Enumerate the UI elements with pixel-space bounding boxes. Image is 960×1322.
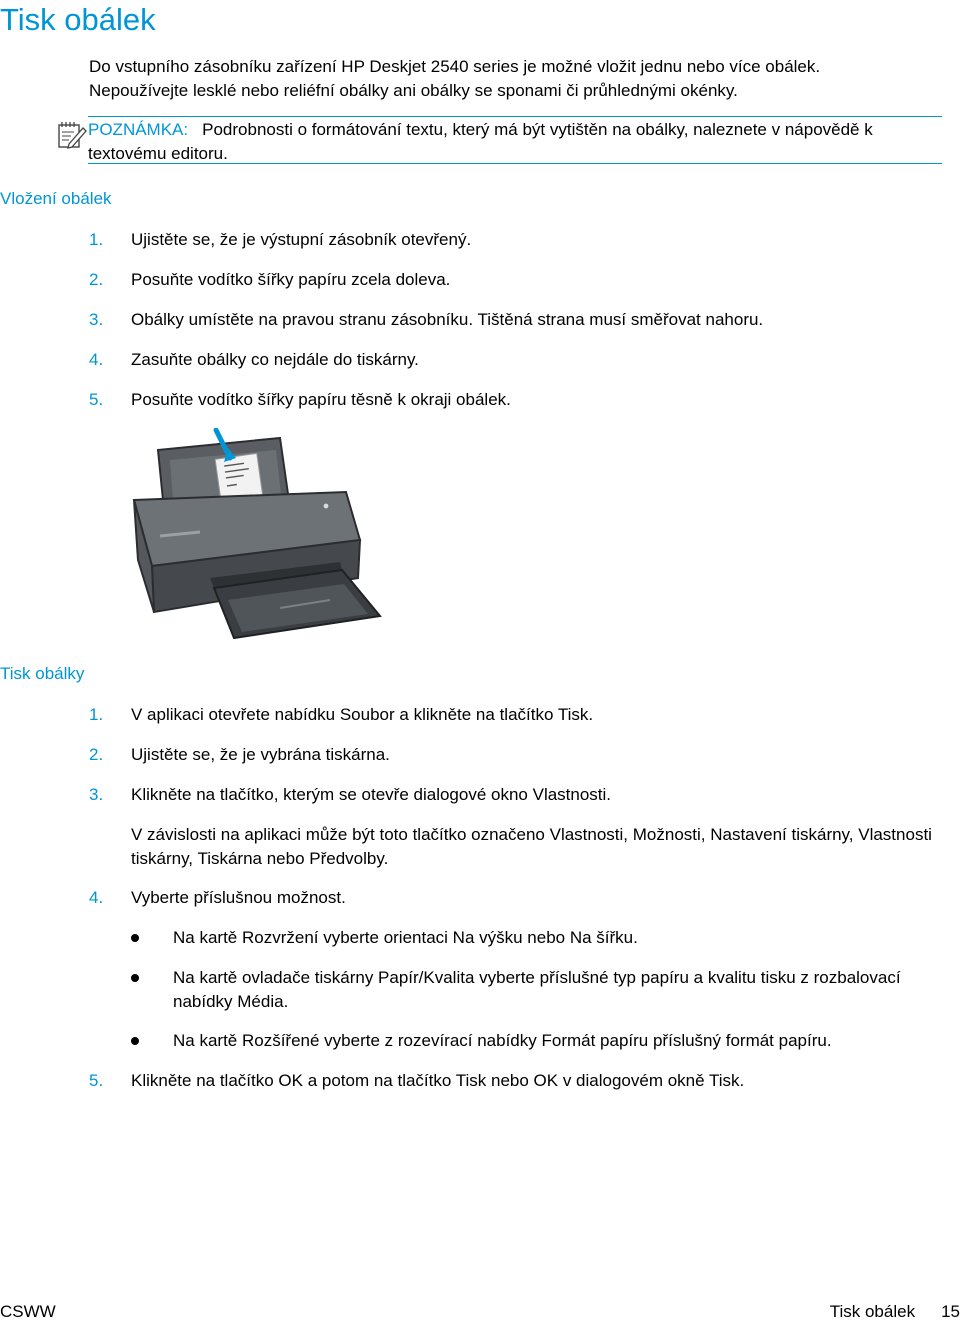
step-number: 1.: [89, 705, 104, 724]
note-body: Podrobnosti o formátování textu, který má být vytištěn na obálky, naleznete v nápovědě k textovému editoru.: [88, 120, 873, 163]
step-text: Obálky umístěte na pravou stranu zásobníku. Tištěná strana musí směřovat nahoru.: [131, 310, 764, 329]
step-text: Posuňte vodítko šířky papíru těsně k okraji obálek.: [131, 390, 511, 409]
step-number: 1.: [89, 230, 104, 249]
intro-paragraph: [89, 55, 949, 103]
step-number: 2.: [89, 270, 104, 289]
step-number: 4.: [89, 888, 104, 907]
page-title: Tisk obálek: [0, 2, 156, 37]
step-number: 3.: [89, 310, 104, 329]
step-number: 3.: [89, 785, 104, 804]
step-text: Klikněte na tlačítko OK a potom na tlačítko Tisk nebo OK v dialogovém okně Tisk.: [131, 1071, 745, 1090]
step-text: Ujistěte se, že je vybrána tiskárna.: [131, 745, 390, 764]
section-heading-print: Tisk obálky: [0, 664, 85, 683]
step-text: Zasuňte obálky co nejdále do tiskárny.: [131, 350, 419, 369]
intro-line-1: Do vstupního zásobníku zařízení HP Deskjet 2540 series je možné vložit jednu nebo více obálek.: [89, 57, 821, 76]
step-number: 5.: [89, 1071, 104, 1090]
bullet-text: Na kartě ovladače tiskárny Papír/Kvalita vyberte příslušné typ papíru a kvalitu tisku z rozbalovací nabídky Média.: [173, 968, 901, 1011]
footer-doc-id: CSWW: [0, 1302, 56, 1321]
intro-line-2: Nepoužívejte lesklé nebo reliéfní obálky ani obálky se sponami či průhlednými okénky.: [89, 81, 738, 100]
note-pencil-icon: [57, 119, 87, 149]
step-text: Ujistěte se, že je výstupní zásobník otevřený.: [131, 230, 472, 249]
note-box: [57, 116, 942, 164]
bullet-text: Na kartě Rozvržení vyberte orientaci Na výšku nebo Na šířku.: [173, 928, 638, 947]
printer-illustration: [130, 428, 382, 644]
note-label: POZNÁMKA:: [88, 120, 189, 139]
page-number: 15: [941, 1302, 960, 1321]
step-note: V závislosti na aplikaci může být toto tlačítko označeno Vlastnosti, Možnosti, Nastavení tiskárny, Vlastnosti tiskárny, Tiskárna nebo Předvolby.: [131, 825, 932, 868]
footer-right: [830, 1302, 960, 1322]
bullet-text: Na kartě Rozšířené vyberte z rozevírací nabídky Formát papíru příslušný formát papíru.: [173, 1031, 832, 1050]
note-text: [88, 118, 928, 166]
note-rule-bottom: [88, 163, 942, 164]
page-footer: [0, 1302, 960, 1321]
step-text: V aplikaci otevřete nabídku Soubor a klikněte na tlačítko Tisk.: [131, 705, 594, 724]
step-number: 2.: [89, 745, 104, 764]
step-text: Vyberte příslušnou možnost.: [131, 888, 346, 907]
step-number: 5.: [89, 390, 104, 409]
note-rule-top: [88, 116, 942, 117]
footer-title: Tisk obálek: [829, 1302, 916, 1321]
step-text: Klikněte na tlačítko, kterým se otevře dialogové okno Vlastnosti.: [131, 785, 612, 804]
step-text: Posuňte vodítko šířky papíru zcela doleva.: [131, 270, 451, 289]
step-number: 4.: [89, 350, 104, 369]
section-heading-loading: Vložení obálek: [0, 189, 112, 208]
